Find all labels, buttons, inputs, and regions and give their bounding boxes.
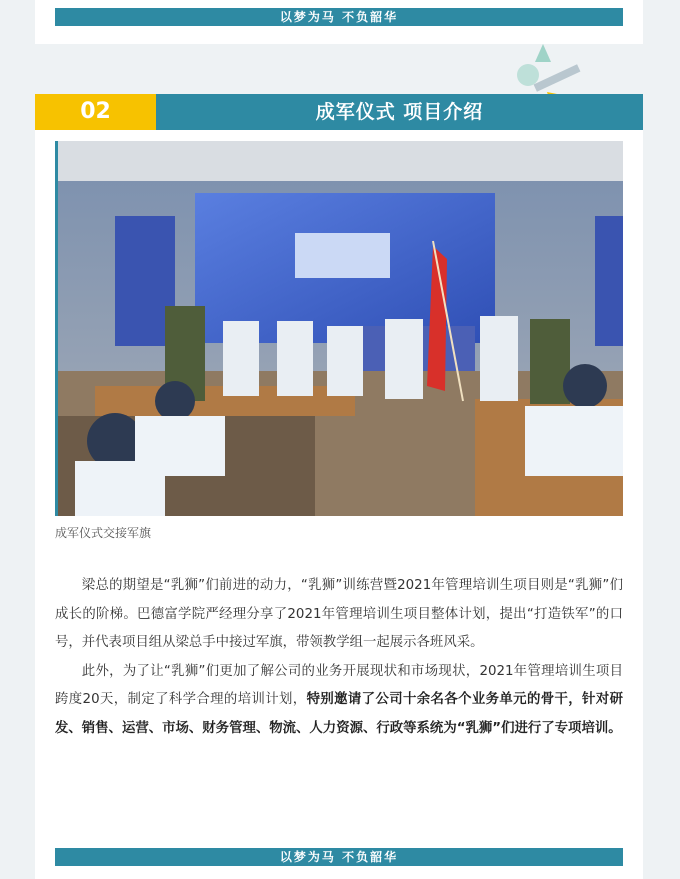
ceremony-photo [55, 141, 623, 516]
ceremony-photo-illustration [55, 141, 623, 516]
photo-accent-strip [55, 141, 58, 516]
section-title: 成军仪式 项目介绍 [315, 101, 484, 123]
section-header [35, 94, 643, 130]
paragraph-2-bold: 特别邀请了公司十余名各个业务单元的骨干，针对研发、销售、运营、市场、财务管理、物流、人力资源、行政等系统为“乳狮”们进行了专项培训。 [55, 692, 623, 736]
paragraph-2 [55, 658, 623, 744]
slogan-banner-bottom: 以梦为马 不负韶华 [55, 848, 623, 866]
main-card [35, 94, 643, 879]
top-card [35, 0, 643, 44]
paragraph-1: 梁总的期望是“乳狮”们前进的动力，“乳狮”训练营暨2021年管理培训生项目则是“乳狮”们成长的阶梯。巴德富学院严经理分享了2021年管理培训生项目整体计划，提出“打造铁军”的口号，并代表项目组从梁总手中接过军旗，带领教学组一起展示各班风采。 [55, 578, 623, 651]
photo-caption: 成军仪式交接军旗 [55, 526, 152, 540]
slogan-banner-top: 以梦为马 不负韶华 [55, 8, 623, 26]
paragraph-2-plain: 此外，为了让“乳狮”们更加了解公司的业务开展现状和市场现状，2021年管理培训生项目跨度20天，制定了科学合理的培训计划， [55, 663, 623, 708]
article-body [55, 572, 623, 744]
section-number: 02 [35, 94, 156, 130]
